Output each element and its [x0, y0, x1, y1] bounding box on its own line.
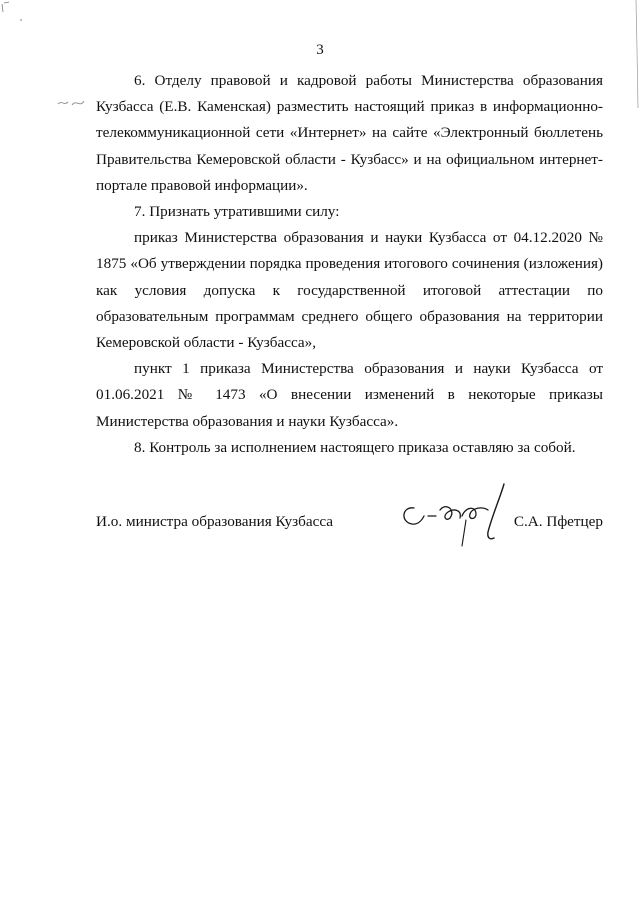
document-body — [96, 68, 603, 461]
page-number: 3 — [316, 42, 324, 58]
signatory-title: И.о. министра образования Кузбасса — [96, 513, 334, 530]
paragraph-8: 8. Контроль за исполнением настоящего приказа оставляю за собой. — [134, 438, 576, 456]
signature-block — [96, 508, 603, 548]
paragraph-7-item-1: приказ Министерства образования и науки Кузбасса от 04.12.2020 № 1875 «Об утверждении порядка проведения итогового сочинения (изложения) как условия допуска к государственной итоговой аттестации по образовательным программам среднего общего образования на территории Кемеровской области - Кузбасса», — [96, 229, 603, 352]
paragraph-7-item-2: пункт 1 приказа Министерства образования и науки Кузбасса от 01.06.2021 № 1473 «О внесении изменений в некоторые приказы Министерства образования и науки Кузбасса». — [96, 360, 603, 430]
handwritten-signature — [392, 480, 532, 550]
paragraph-6: 6. Отделу правовой и кадровой работы Министерства образования Кузбасса (Е.В. Каменская) разместить настоящий приказ в информационно-телекоммуникационной сети «Интернет» на сайте «Электронный бюллетень Правительства Кемеровской области - Кузбасс» и на официальном интернет-портале правовой информации». — [96, 72, 603, 194]
signatory-name: С.А. Пфетцер — [513, 513, 603, 530]
paragraph-7: 7. Признать утратившими силу: — [134, 203, 340, 221]
scan-corner-mark — [0, 0, 24, 24]
margin-pencil-mark — [56, 96, 86, 110]
